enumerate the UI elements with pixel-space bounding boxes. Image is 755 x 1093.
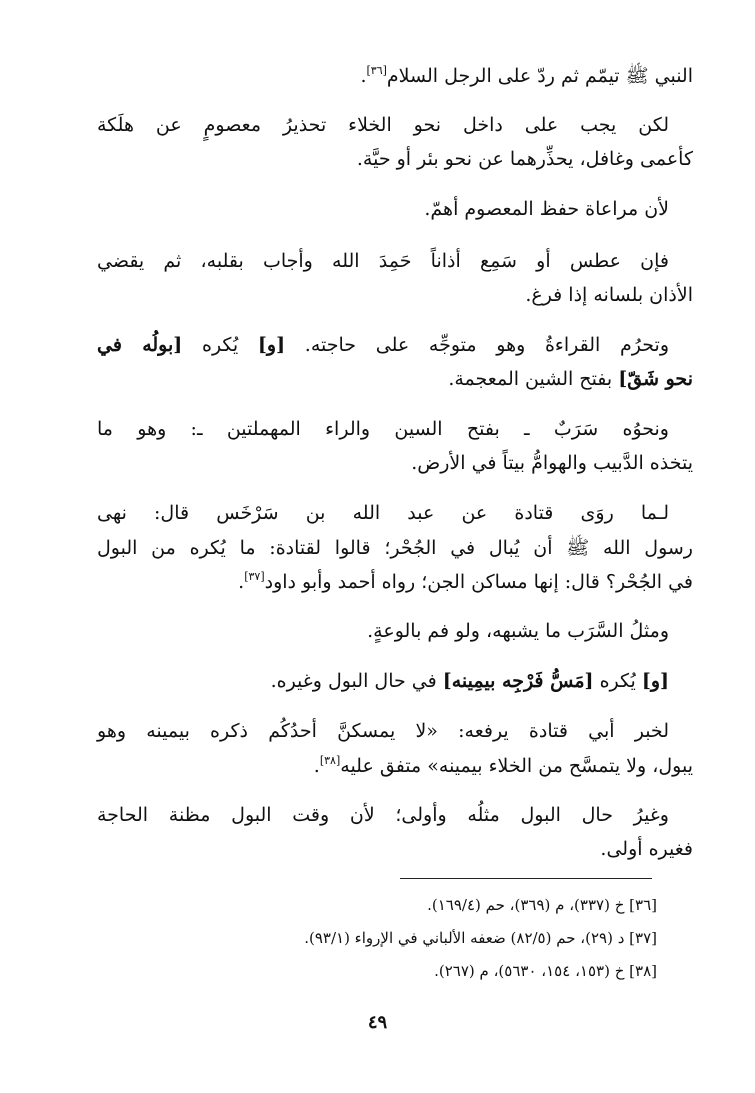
matn-text: [بولُه في (97, 334, 183, 356)
paragraph-line: فغيره أولى. (600, 838, 693, 860)
paragraph-line (97, 754, 693, 777)
footnote-divider (400, 878, 652, 879)
paragraph-line: الأذان بلسانه إذا فرغ. (525, 284, 693, 306)
footnote: [٣٦] خ (٣٣٧)، م (٣٦٩)، حم (١٦٩/٤). (427, 896, 657, 914)
text-span: . (238, 571, 245, 593)
paragraph-line (97, 368, 693, 390)
text-span: يُكره (593, 670, 642, 692)
paragraph-line: لـما روَى قتادة عن عبد الله بن سَرْخَس قال: نهى (97, 502, 669, 524)
paragraph-line: وغيرُ حال البول مثلُه وأولى؛ لأن وقت البول مظنة الحاجة (97, 804, 669, 826)
paragraph-line: كأعمى وغافل، يحذِّرهما عن نحو بئر أو حيَّة. (356, 148, 693, 170)
paragraph-line (97, 670, 693, 692)
text-span: بفتح الشين المعجمة. (448, 368, 619, 390)
paragraph-line (97, 570, 693, 593)
paragraph-line: فإن عطس أو سَمِع أذاناً حَمِدَ الله وأجاب بقلبه، ثم يقضي (97, 250, 669, 272)
text-span: . (360, 65, 367, 87)
text-span: يُكره (182, 334, 258, 356)
paragraph-line: لخبر أبي قتادة يرفعه: «لا يمسكنَّ أحدُكُم ذكره بيمينه وهو (97, 720, 669, 742)
text-span: في حال البول وغيره. (270, 670, 443, 692)
paragraph-line: رسول الله ﷺ أن يُبال في الجُحْر؛ قالوا لقتادة: ما يُكره من البول (97, 537, 693, 559)
text-span: في الجُحْر؟ قال: إنها مساكن الجن؛ رواه أحمد وأبو داود (264, 571, 693, 593)
footnote: [٣٨] خ (١٥٣، ١٥٤، ٥٦٣٠)، م (٢٦٧). (434, 962, 657, 980)
text-span: يبول، ولا يتمسَّح من الخلاء بيمينه» متفق عليه (340, 755, 693, 777)
paragraph-line (97, 64, 693, 92)
paragraph-line: ومثلُ السَّرَب ما يشبهه، ولو فم بالوعةٍ. (367, 620, 669, 642)
footnote: [٣٧] د (٢٩)، حم (٨٢/٥) ضعفه الألباني في الإرواء (٩٣/١). (304, 929, 657, 947)
paragraph-line: ونحوُه سَرَبٌ ـ بفتح السين والراء المهملتين ـ: وهو ما (97, 418, 669, 440)
footnote-ref: [٣٨] (319, 754, 341, 767)
footnote-ref: [٣٧] (244, 570, 265, 583)
text-span: وتحرُم القراءةُ وهو متوجِّه على حاجته. (285, 334, 669, 356)
matn-text: [مَسُّ فَرْجِه بيمِينه] (442, 670, 594, 692)
text-span: النبي ﷺ تيمّم ثم ردّ على الرجل السلام (386, 65, 693, 87)
footnote-ref: [٣٦] (366, 64, 387, 77)
page-number: ٤٩ (367, 1012, 388, 1033)
paragraph-line: يتخذه الدَّبيب والهوامُّ بيتاً في الأرض. (411, 452, 693, 474)
paragraph-line: لأن مراعاة حفظ المعصوم أهمّ. (424, 198, 669, 220)
paragraph-line (97, 334, 693, 356)
text-span: . (313, 755, 320, 777)
matn-text: [و] (641, 670, 669, 692)
matn-text: [و] (257, 334, 286, 356)
matn-text: نحو شَقّ] (618, 368, 693, 390)
paragraph-line: لكن يجب على داخل نحو الخلاء تحذيرُ معصومٍ عن هلَكة (97, 114, 669, 136)
